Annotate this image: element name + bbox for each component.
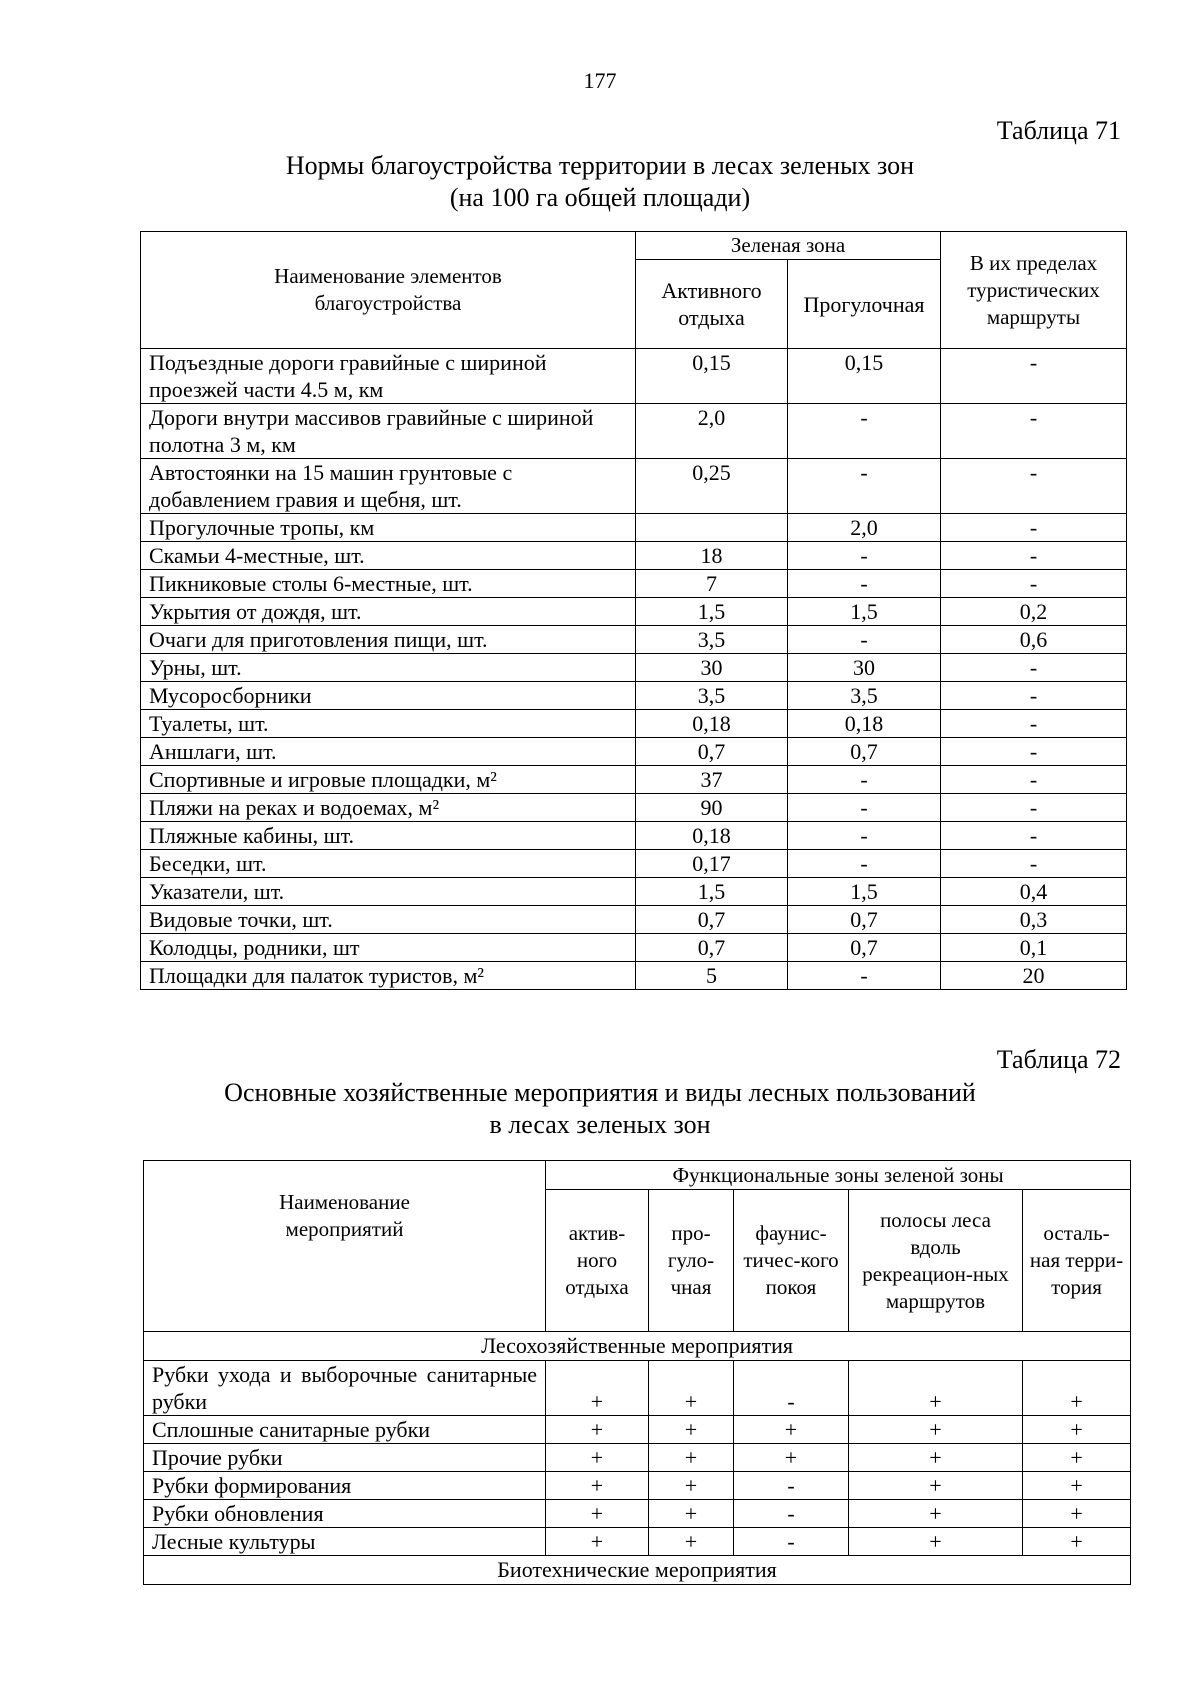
table-71 <box>140 231 1127 990</box>
value-col-1: + <box>546 1416 649 1444</box>
table-71-label: Таблица 71 <box>996 116 1121 145</box>
table-row <box>141 404 1127 459</box>
value-col-5: + <box>1023 1472 1131 1500</box>
value-col-3: + <box>734 1444 849 1472</box>
value-col-5: + <box>1023 1528 1131 1556</box>
value-active: 90 <box>636 794 788 822</box>
row-name: Пляжи на реках и водоемах, м² <box>141 794 636 822</box>
table-row <box>141 654 1127 682</box>
value-active: 7 <box>636 570 788 598</box>
value-active: 0,7 <box>636 738 788 766</box>
value-col-5: + <box>1023 1444 1131 1472</box>
value-walk: - <box>788 794 941 822</box>
value-col-3: + <box>734 1416 849 1444</box>
table-72-title <box>0 1077 1200 1141</box>
row-name: Рубки обновления <box>144 1500 546 1528</box>
table-row <box>141 850 1127 878</box>
row-name: Колодцы, родники, шт <box>141 934 636 962</box>
value-routes: - <box>941 682 1127 710</box>
value-active: 2,0 <box>636 404 788 459</box>
section-title: Лесохозяйственные мероприятия <box>144 1332 1131 1361</box>
value-routes: 0,6 <box>941 626 1127 654</box>
value-walk: 30 <box>788 654 941 682</box>
value-col-4: + <box>849 1361 1023 1416</box>
value-active: 0,7 <box>636 906 788 934</box>
row-name: Укрытия от дождя, шт. <box>141 598 636 626</box>
value-active: 30 <box>636 654 788 682</box>
value-col-5: + <box>1023 1500 1131 1528</box>
value-col-5: + <box>1023 1361 1131 1416</box>
section-title: Биотехнические мероприятия <box>144 1556 1131 1585</box>
row-name: Скамьи 4-местные, шт. <box>141 542 636 570</box>
value-walk: - <box>788 626 941 654</box>
header-col-3: фаунис-тичес-кого покоя <box>734 1190 849 1332</box>
value-active: 0,7 <box>636 934 788 962</box>
value-active: 3,5 <box>636 682 788 710</box>
value-col-1: + <box>546 1361 649 1416</box>
value-col-2: + <box>649 1500 734 1528</box>
row-name: Туалеты, шт. <box>141 710 636 738</box>
value-routes: - <box>941 514 1127 542</box>
value-active: 1,5 <box>636 598 788 626</box>
value-active: 0,25 <box>636 459 788 514</box>
value-col-1: + <box>546 1472 649 1500</box>
header-green-zone: Зеленая зона <box>636 232 941 260</box>
header-functional-zones: Функциональные зоны зеленой зоны <box>546 1161 1131 1190</box>
value-active <box>636 514 788 542</box>
table-row <box>141 934 1127 962</box>
section-row <box>144 1556 1131 1585</box>
value-routes: - <box>941 459 1127 514</box>
value-routes: - <box>941 738 1127 766</box>
value-col-2: + <box>649 1528 734 1556</box>
table-row <box>141 962 1127 990</box>
value-walk: 0,7 <box>788 906 941 934</box>
value-walk: 1,5 <box>788 598 941 626</box>
table-71-title-line2: (на 100 га общей площади) <box>449 183 751 212</box>
table-row <box>144 1416 1131 1444</box>
value-col-1: + <box>546 1500 649 1528</box>
value-walk: - <box>788 962 941 990</box>
table-row <box>141 542 1127 570</box>
table-row <box>141 570 1127 598</box>
table-row <box>141 766 1127 794</box>
table-row <box>144 1528 1131 1556</box>
table-71-title-line1: Нормы благоустройства территории в лесах зеленых зон <box>285 151 915 180</box>
value-routes: - <box>941 570 1127 598</box>
value-active: 0,18 <box>636 822 788 850</box>
table-72-title-line1: Основные хозяйственные мероприятия и виды лесных пользований <box>224 1078 976 1107</box>
row-name: Аншлаги, шт. <box>141 738 636 766</box>
value-active: 3,5 <box>636 626 788 654</box>
value-walk: - <box>788 766 941 794</box>
value-routes: 0,3 <box>941 906 1127 934</box>
page-number: 177 <box>583 68 617 93</box>
row-name: Дороги внутри массивов гравийные с шириной полотна 3 м, км <box>141 404 636 459</box>
value-active: 1,5 <box>636 878 788 906</box>
row-name: Прогулочные тропы, км <box>141 514 636 542</box>
value-routes: - <box>941 794 1127 822</box>
value-col-2: + <box>649 1361 734 1416</box>
table-row <box>141 794 1127 822</box>
header-col-5: осталь-ная терри-тория <box>1023 1190 1131 1332</box>
value-col-3: - <box>734 1472 849 1500</box>
header-walk: Прогулочная <box>788 260 941 349</box>
table-row <box>141 710 1127 738</box>
value-routes: - <box>941 822 1127 850</box>
value-routes: - <box>941 766 1127 794</box>
value-walk: 2,0 <box>788 514 941 542</box>
value-walk: 1,5 <box>788 878 941 906</box>
value-active: 5 <box>636 962 788 990</box>
table-row <box>141 682 1127 710</box>
table-72-label: Таблица 72 <box>996 1045 1121 1074</box>
value-walk: - <box>788 822 941 850</box>
row-name: Спортивные и игровые площадки, м² <box>141 766 636 794</box>
header-col-1: актив-ного отдыха <box>546 1190 649 1332</box>
value-col-2: + <box>649 1416 734 1444</box>
value-active: 37 <box>636 766 788 794</box>
value-col-4: + <box>849 1500 1023 1528</box>
value-walk: 3,5 <box>788 682 941 710</box>
table-row <box>141 514 1127 542</box>
value-routes: 20 <box>941 962 1127 990</box>
value-active: 0,17 <box>636 850 788 878</box>
row-name: Площадки для палаток туристов, м² <box>141 962 636 990</box>
row-name: Беседки, шт. <box>141 850 636 878</box>
value-walk: 0,15 <box>788 349 941 404</box>
table-row <box>141 822 1127 850</box>
row-name: Мусоросборники <box>141 682 636 710</box>
value-walk: - <box>788 404 941 459</box>
value-col-1: + <box>546 1528 649 1556</box>
value-routes: - <box>941 349 1127 404</box>
value-routes: - <box>941 654 1127 682</box>
row-name: Рубки ухода и выборочные санитарные рубки <box>144 1361 546 1416</box>
row-name: Видовые точки, шт. <box>141 906 636 934</box>
value-col-2: + <box>649 1472 734 1500</box>
row-name: Автостоянки на 15 машин грунтовые с добавлением гравия и щебня, шт. <box>141 459 636 514</box>
table-71-title <box>0 150 1200 214</box>
value-col-2: + <box>649 1444 734 1472</box>
table-row <box>144 1361 1131 1416</box>
value-col-4: + <box>849 1416 1023 1444</box>
value-col-3: - <box>734 1528 849 1556</box>
header-active: Активного отдыха <box>636 260 788 349</box>
row-name: Подъездные дороги гравийные с шириной проезжей части 4.5 м, км <box>141 349 636 404</box>
value-col-3: - <box>734 1500 849 1528</box>
value-walk: 0,7 <box>788 738 941 766</box>
table-row <box>144 1500 1131 1528</box>
table-72-title-line2: в лесах зеленых зон <box>489 1110 711 1139</box>
value-col-3: - <box>734 1361 849 1416</box>
table-row <box>141 626 1127 654</box>
row-name: Пляжные кабины, шт. <box>141 822 636 850</box>
value-routes: 0,2 <box>941 598 1127 626</box>
table-row <box>141 349 1127 404</box>
value-routes: 0,1 <box>941 934 1127 962</box>
table-row <box>141 906 1127 934</box>
row-name: Пикниковые столы 6-местные, шт. <box>141 570 636 598</box>
table-row <box>141 738 1127 766</box>
row-name: Лесные культуры <box>144 1528 546 1556</box>
header-col-4: полосы леса вдоль рекреацион-ных маршрутов <box>849 1190 1023 1332</box>
value-routes: - <box>941 542 1127 570</box>
value-active: 0,15 <box>636 349 788 404</box>
value-col-5: + <box>1023 1416 1131 1444</box>
value-active: 18 <box>636 542 788 570</box>
header-name: Наименование элементов благоустройства <box>141 232 636 349</box>
table-row <box>144 1444 1131 1472</box>
value-walk: - <box>788 459 941 514</box>
header-name: Наименование мероприятий <box>144 1161 546 1332</box>
row-name: Сплошные санитарные рубки <box>144 1416 546 1444</box>
value-walk: - <box>788 542 941 570</box>
row-name: Очаги для приготовления пищи, шт. <box>141 626 636 654</box>
value-col-4: + <box>849 1444 1023 1472</box>
table-row <box>141 598 1127 626</box>
value-active: 0,18 <box>636 710 788 738</box>
row-name: Прочие рубки <box>144 1444 546 1472</box>
table-row <box>141 459 1127 514</box>
table-row <box>141 878 1127 906</box>
row-name: Указатели, шт. <box>141 878 636 906</box>
header-routes: В их пределах туристических маршруты <box>941 232 1127 349</box>
row-name: Рубки формирования <box>144 1472 546 1500</box>
value-col-4: + <box>849 1472 1023 1500</box>
value-routes: - <box>941 850 1127 878</box>
value-routes: - <box>941 710 1127 738</box>
value-walk: 0,18 <box>788 710 941 738</box>
value-col-1: + <box>546 1444 649 1472</box>
value-walk: 0,7 <box>788 934 941 962</box>
header-col-2: про-гуло-чная <box>649 1190 734 1332</box>
value-col-4: + <box>849 1528 1023 1556</box>
table-row <box>144 1472 1131 1500</box>
table-72 <box>143 1160 1131 1585</box>
value-routes: 0,4 <box>941 878 1127 906</box>
value-walk: - <box>788 570 941 598</box>
section-row <box>144 1332 1131 1361</box>
value-routes: - <box>941 404 1127 459</box>
row-name: Урны, шт. <box>141 654 636 682</box>
value-walk: - <box>788 850 941 878</box>
